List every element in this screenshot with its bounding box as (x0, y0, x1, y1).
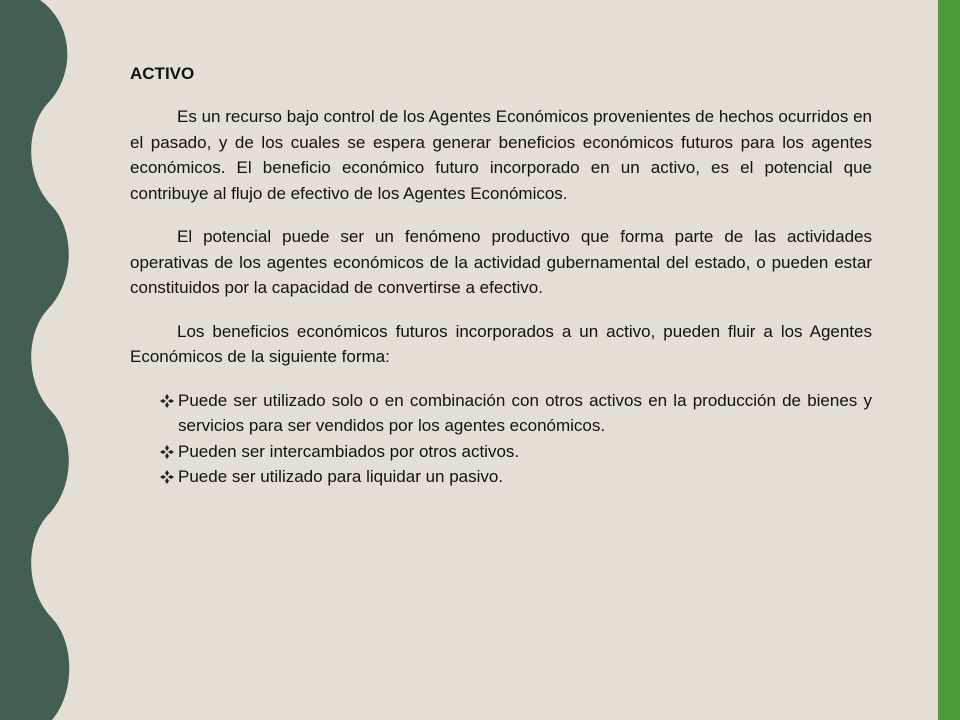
slide-title: ACTIVO (130, 64, 195, 83)
list-item-text: Puede ser utilizado solo o en combinación con otros activos en la producción de bienes y servicios para ser vendidos por los agentes económicos. (178, 390, 872, 435)
list-item (160, 439, 872, 465)
list-item-text: Pueden ser intercambiados por otros activos. (178, 441, 520, 461)
paragraph-definition: Es un recurso bajo control de los Agentes Económicos provenientes de hechos ocurridos en el pasado, y de los cuales se espera generar beneficios económicos futuros para los agentes económicos. El beneficio económico futuro incorporado en un activo, es el potencial que contribuye al flujo de efectivo de los Agentes Económicos. (130, 107, 872, 203)
list-item-text: Puede ser utilizado para liquidar un pasivo. (178, 467, 504, 486)
slide-content (130, 62, 872, 490)
list-item (160, 464, 872, 490)
paragraph-potential: El potencial puede ser un fenómeno productivo que forma parte de las actividades operativas de los agentes económicos de la actividad gubernamental del estado, o pueden estar constituidos por la capacidad de convertirse a efectivo. (130, 227, 872, 297)
diamond-bullet-icon (160, 470, 174, 484)
diamond-bullet-icon (160, 445, 174, 459)
paragraph-benefits: Los beneficios económicos futuros incorporados a un activo, pueden fluir a los Agentes Económicos de la siguiente forma: (130, 321, 872, 366)
right-accent-bar (938, 0, 960, 720)
diamond-bullet-icon (160, 394, 174, 408)
list-item (160, 388, 872, 439)
bullet-list (130, 388, 872, 490)
left-wavy-band (0, 0, 80, 720)
